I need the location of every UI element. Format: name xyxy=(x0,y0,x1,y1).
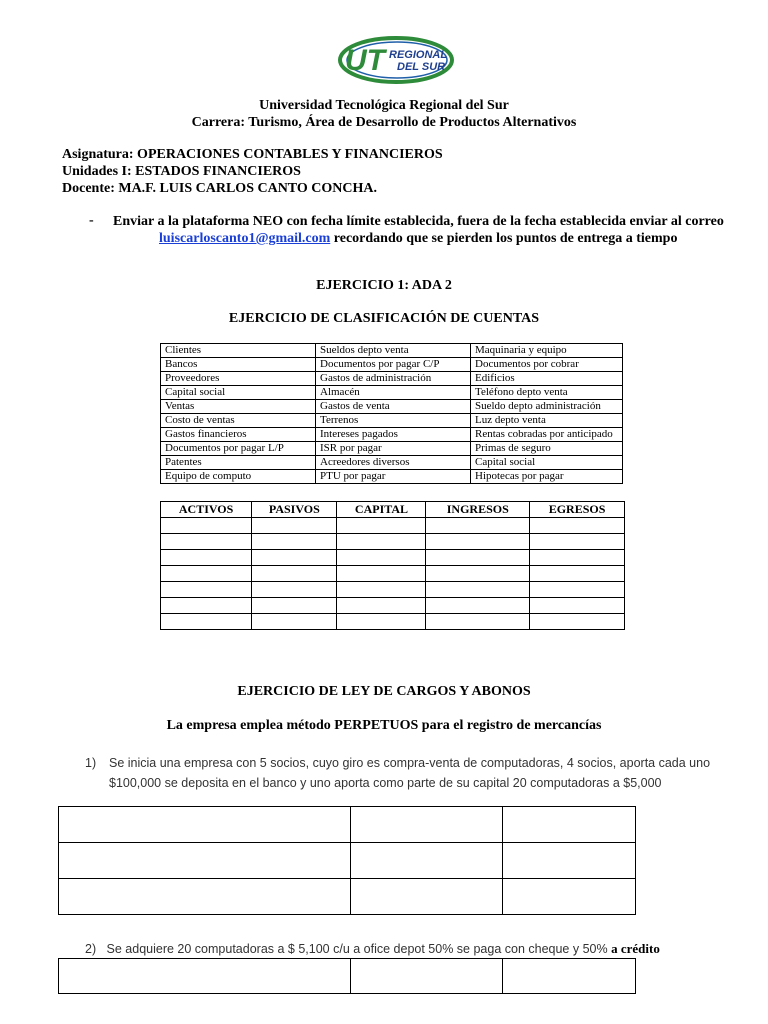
exercise2-title: EJERCICIO DE LEY DE CARGOS Y ABONOS xyxy=(237,684,531,699)
table-cell[interactable] xyxy=(59,879,351,915)
table-row xyxy=(161,470,623,484)
question-1-number: 1) xyxy=(85,756,97,770)
journal-entry-table-2 xyxy=(58,958,636,994)
exercise1-subtitle: EJERCICIO DE CLASIFICACIÓN DE CUENTAS xyxy=(228,311,540,326)
column-header: EGRESOS xyxy=(530,502,625,518)
answer-cell[interactable] xyxy=(530,534,625,550)
instructions-line2 xyxy=(113,230,733,247)
answer-cell[interactable] xyxy=(161,550,252,566)
answer-cell[interactable] xyxy=(337,614,426,630)
answer-cell[interactable] xyxy=(161,534,252,550)
table-row xyxy=(59,879,636,915)
answer-cell[interactable] xyxy=(337,550,426,566)
answer-cell[interactable] xyxy=(252,550,337,566)
account-cell: Bancos xyxy=(161,358,316,372)
unit-line: Unidades I: ESTADOS FINANCIEROS xyxy=(62,164,301,179)
answer-cell[interactable] xyxy=(426,614,530,630)
account-cell: Gastos de administración xyxy=(316,372,471,386)
accounts-table xyxy=(160,343,623,484)
table-cell[interactable] xyxy=(59,807,351,843)
account-cell: Acreedores diversos xyxy=(316,456,471,470)
email-link[interactable]: luiscarloscanto1@gmail.com xyxy=(159,231,331,246)
question-2-number: 2) xyxy=(85,942,97,956)
question-2-text: Se adquiere 20 computadoras a $ 5,100 c/u a ofice depot 50% se paga con cheque y 50% xyxy=(106,942,608,956)
account-cell: Proveedores xyxy=(161,372,316,386)
answer-cell[interactable] xyxy=(337,518,426,534)
table-row xyxy=(161,358,623,372)
account-cell: Clientes xyxy=(161,344,316,358)
answer-cell[interactable] xyxy=(252,518,337,534)
logo-mark: UT xyxy=(345,44,385,77)
university-name: Universidad Tecnológica Regional del Sur xyxy=(259,98,509,113)
account-cell: Edificios xyxy=(471,372,623,386)
instructions-text xyxy=(113,213,733,247)
answer-cell[interactable] xyxy=(530,518,625,534)
table-cell[interactable] xyxy=(351,879,503,915)
answer-cell[interactable] xyxy=(530,614,625,630)
account-cell: Documentos por pagar C/P xyxy=(316,358,471,372)
answer-cell[interactable] xyxy=(530,550,625,566)
account-cell: Hipotecas por pagar xyxy=(471,470,623,484)
answer-cell[interactable] xyxy=(252,582,337,598)
account-cell: ISR por pagar xyxy=(316,442,471,456)
table-row xyxy=(161,598,625,614)
table-cell[interactable] xyxy=(351,843,503,879)
account-cell: Almacén xyxy=(316,386,471,400)
answer-cell[interactable] xyxy=(426,550,530,566)
answer-cell[interactable] xyxy=(337,534,426,550)
answer-cell[interactable] xyxy=(161,518,252,534)
table-cell[interactable] xyxy=(351,807,503,843)
answer-cell[interactable] xyxy=(530,582,625,598)
account-cell: Equipo de computo xyxy=(161,470,316,484)
answer-cell[interactable] xyxy=(426,518,530,534)
answer-cell[interactable] xyxy=(530,598,625,614)
answer-cell[interactable] xyxy=(252,614,337,630)
column-header: INGRESOS xyxy=(426,502,530,518)
table-row xyxy=(161,428,623,442)
account-cell: Capital social xyxy=(161,386,316,400)
table-row xyxy=(161,372,623,386)
account-cell: Sueldo depto administración xyxy=(471,400,623,414)
account-cell: Documentos por cobrar xyxy=(471,358,623,372)
account-cell: Ventas xyxy=(161,400,316,414)
table-cell[interactable] xyxy=(59,843,351,879)
instructions-line2-rest: recordando que se pierden los puntos de entrega a tiempo xyxy=(330,231,678,246)
account-cell: Patentes xyxy=(161,456,316,470)
table-row xyxy=(161,414,623,428)
table-cell[interactable] xyxy=(503,807,636,843)
exercise1-title: EJERCICIO 1: ADA 2 xyxy=(316,278,452,293)
column-header: ACTIVOS xyxy=(161,502,252,518)
answer-cell[interactable] xyxy=(426,566,530,582)
table-row xyxy=(161,442,623,456)
table-row xyxy=(161,550,625,566)
account-cell: Gastos de venta xyxy=(316,400,471,414)
subject-line: Asignatura: OPERACIONES CONTABLES Y FINANCIEROS xyxy=(62,147,443,162)
table-row xyxy=(161,534,625,550)
teacher-line: Docente: MA.F. LUIS CARLOS CANTO CONCHA. xyxy=(62,181,378,196)
account-cell: Capital social xyxy=(471,456,623,470)
table-row xyxy=(161,400,623,414)
column-header: CAPITAL xyxy=(337,502,426,518)
account-cell: Primas de seguro xyxy=(471,442,623,456)
table-row xyxy=(161,582,625,598)
answer-cell[interactable] xyxy=(337,582,426,598)
answer-cell[interactable] xyxy=(252,598,337,614)
answer-cell[interactable] xyxy=(161,566,252,582)
answer-cell[interactable] xyxy=(252,534,337,550)
table-cell[interactable] xyxy=(503,843,636,879)
journal-entry-table-1 xyxy=(58,806,636,915)
table-cell[interactable] xyxy=(351,959,503,994)
question-1-text: Se inicia una empresa con 5 socios, cuyo giro es compra-venta de computadoras, 4 socios, aporta cada uno $100,000 se deposita en el banco y uno aporta como parte de su capital 20 computadoras a $5,000 xyxy=(109,756,711,790)
account-cell: Rentas cobradas por anticipado xyxy=(471,428,623,442)
table-row xyxy=(161,344,623,358)
table-cell[interactable] xyxy=(503,879,636,915)
table-row xyxy=(59,959,636,994)
bullet-dash: - xyxy=(89,213,94,228)
university-logo xyxy=(337,34,455,86)
account-cell: Gastos financieros xyxy=(161,428,316,442)
table-row xyxy=(161,386,623,400)
table-row xyxy=(161,614,625,630)
answer-cell[interactable] xyxy=(426,534,530,550)
classification-table xyxy=(160,501,625,630)
answer-cell[interactable] xyxy=(426,598,530,614)
answer-cell[interactable] xyxy=(337,566,426,582)
account-cell: Luz depto venta xyxy=(471,414,623,428)
account-cell: Maquinaria y equipo xyxy=(471,344,623,358)
column-header: PASIVOS xyxy=(252,502,337,518)
answer-cell[interactable] xyxy=(530,566,625,582)
instructions-line1: Enviar a la plataforma NEO con fecha límite establecida, fuera de la fecha establecida enviar al correo xyxy=(113,214,724,229)
table-cell[interactable] xyxy=(59,959,351,994)
table-row xyxy=(161,566,625,582)
table-row xyxy=(161,518,625,534)
answer-cell[interactable] xyxy=(426,582,530,598)
table-row xyxy=(161,456,623,470)
account-cell: Documentos por pagar L/P xyxy=(161,442,316,456)
answer-cell[interactable] xyxy=(337,598,426,614)
table-cell[interactable] xyxy=(503,959,636,994)
answer-cell[interactable] xyxy=(252,566,337,582)
table-row xyxy=(59,843,636,879)
account-cell: Costo de ventas xyxy=(161,414,316,428)
logo-line2: DEL SUR xyxy=(397,61,446,73)
logo-line1: REGIONAL xyxy=(389,49,448,61)
question-2 xyxy=(85,940,725,958)
table-row xyxy=(59,807,636,843)
account-cell: Intereses pagados xyxy=(316,428,471,442)
career-line: Carrera: Turismo, Área de Desarrollo de Productos Alternativos xyxy=(191,115,577,130)
question-2-text-tail: a crédito xyxy=(611,941,660,956)
answer-cell[interactable] xyxy=(161,582,252,598)
answer-cell[interactable] xyxy=(161,614,252,630)
answer-cell[interactable] xyxy=(161,598,252,614)
exercise2-subtitle: La empresa emplea método PERPETUOS para el registro de mercancías xyxy=(166,718,602,733)
account-cell: Sueldos depto venta xyxy=(316,344,471,358)
question-1 xyxy=(85,753,715,793)
account-cell: Teléfono depto venta xyxy=(471,386,623,400)
account-cell: Terrenos xyxy=(316,414,471,428)
account-cell: PTU por pagar xyxy=(316,470,471,484)
